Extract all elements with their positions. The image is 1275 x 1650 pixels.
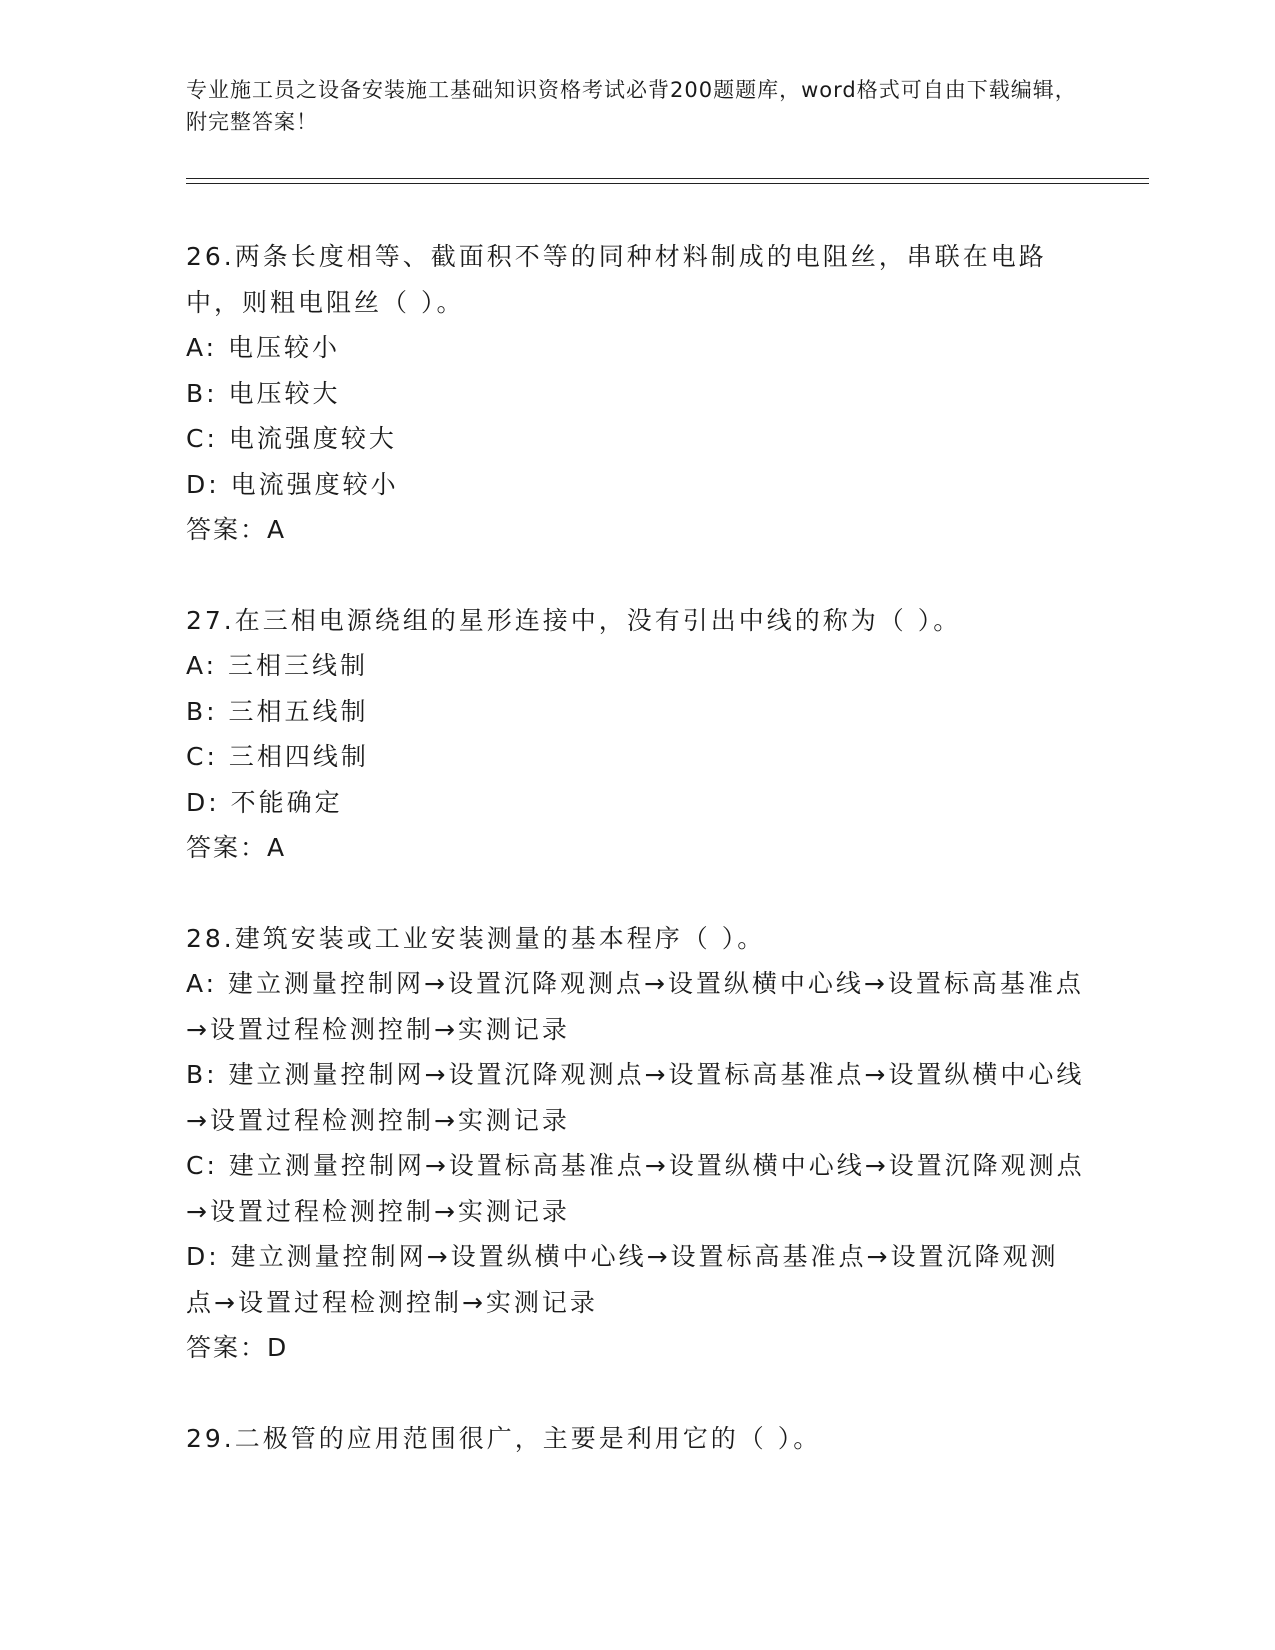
option-c: C: 三相四线制 xyxy=(186,742,369,771)
option-c: C: 电流强度较大 xyxy=(186,424,397,453)
option-a: A: 三相三线制 xyxy=(186,651,369,680)
option-b: B: 电压较大 xyxy=(186,378,341,408)
question-28 xyxy=(186,916,1086,1371)
document-header: 专业施工员之设备安装施工基础知识资格考试必背200题题库，word格式可自由下载编辑，附完整答案！ xyxy=(186,78,1077,134)
question-stem: 27.在三相电源绕组的星形连接中，没有引出中线的称为（ ）。 xyxy=(186,605,962,635)
answer-line: 答案：A xyxy=(186,515,287,544)
answer-line: 答案：A xyxy=(186,833,287,862)
question-26 xyxy=(186,234,1086,553)
answer-line: 答案：D xyxy=(186,1333,289,1362)
question-stem: 26.两条长度相等、截面积不等的同种材料制成的电阻丝，串联在电路中，则粗电阻丝（ ）。 xyxy=(186,242,1047,317)
option-b: B: 建立测量控制网→设置沉降观测点→设置标高基准点→设置纵横中心线→设置过程检测控制→实测记录 xyxy=(186,1060,1085,1135)
option-a: A: 电压较小 xyxy=(186,333,341,362)
header-divider-bottom xyxy=(186,183,1149,184)
header-divider-top xyxy=(186,178,1149,179)
option-d: D: 不能确定 xyxy=(186,787,343,817)
question-list xyxy=(186,234,1086,1461)
question-stem: 29.二极管的应用范围很广，主要是利用它的（ ）。 xyxy=(186,1423,822,1453)
question-29 xyxy=(186,1416,1086,1462)
question-stem: 28.建筑安装或工业安装测量的基本程序（ ）。 xyxy=(186,923,766,953)
option-b: B: 三相五线制 xyxy=(186,696,369,726)
option-d: D: 电流强度较小 xyxy=(186,469,399,499)
option-d: D: 建立测量控制网→设置纵横中心线→设置标高基准点→设置沉降观测点→设置过程检测控制→实测记录 xyxy=(186,1242,1059,1317)
option-c: C: 建立测量控制网→设置标高基准点→设置纵横中心线→设置沉降观测点→设置过程检测控制→实测记录 xyxy=(186,1151,1085,1226)
question-27 xyxy=(186,598,1086,871)
option-a: A: 建立测量控制网→设置沉降观测点→设置纵横中心线→设置标高基准点→设置过程检测控制→实测记录 xyxy=(186,969,1084,1044)
